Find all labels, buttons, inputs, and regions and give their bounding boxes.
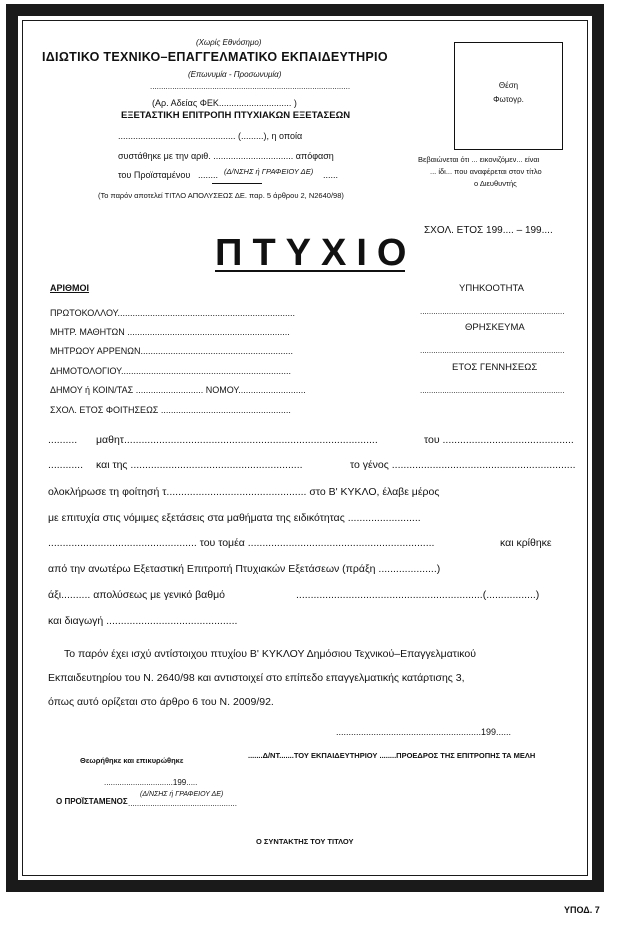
male-register-field: ΜΗΤΡΩΟΥ ΑΡΡΕΝΩΝ............................................................. <box>50 346 294 356</box>
line-1-prefix: .......... <box>48 434 78 446</box>
sector-line: ................................................... του τομέα ................................................................ <box>48 537 435 549</box>
conduct-field: και διαγωγή ............................................. <box>48 615 238 627</box>
validated-label: Θεωρήθηκε και επικυρώθηκε <box>80 756 184 765</box>
photo-placeholder <box>454 42 563 150</box>
mother-field: και της ........................................................... <box>96 459 303 471</box>
head-director-label: Ο ΠΡΟΪΣΤΑΜΕΝΟΣ <box>56 797 128 806</box>
document-title: ΠΤΥΧΙΟ <box>215 232 417 274</box>
protocol-field: ΠΡΩΤΟΚΟΛΛΟΥ....................................................................... <box>50 308 296 318</box>
birth-year-label: ΕΤΟΣ ΓΕΝΝΗΣΕΩΣ <box>452 362 538 373</box>
photo-caption-2: ... ίδι... που αναφέρεται στον τίτλο <box>430 167 542 176</box>
religion-dots: ................................................................. <box>420 346 565 355</box>
committee-act-line: από την ανωτέρω Εξεταστική Επιτροπή Πτυχιακών Εξετάσεων (πράξη ....................) <box>48 563 441 575</box>
validity-paragraph-2: Εκπαιδευτηρίου του Ν. 2640/98 και αντιστοιχεί στο επίπεδο επαγγελματικής κατάρτισης 3, <box>48 672 465 684</box>
name-line: .......................................................................................... <box>150 82 351 91</box>
date-line: ..........................................................199...... <box>336 727 512 737</box>
signatures-line: .......Δ/ΝΤ.......ΤΟΥ ΕΚΠΑΙΔΕΥΤΗΡΙΟΥ ........ΠΡΟΕΔΡΟΣ ΤΗΣ ΕΠΙΤΡΟΠΗΣ ΤΑ ΜΕΛΗ <box>248 751 536 760</box>
student-field: μαθητ....................................................................................... <box>96 434 378 446</box>
photo-label-2: Φωτογρ. <box>493 95 524 104</box>
municipality-field: ΔΗΜΟΥ ή ΚΟΙΝ/ΤΑΣ ........................... ΝΟΜΟΥ........................... <box>50 385 306 395</box>
school-type: ΙΔΙΩΤΙΚΟ ΤΕΧΝΙΚΟ–ΕΠΑΓΓΕΛΜΑΤΙΚΟ ΕΚΠΑΙΔΕΥΤΗΡΙΟ <box>42 50 388 64</box>
name-hint: (Επωνυμία - Προσωνυμία) <box>188 70 282 79</box>
study-year-field: ΣΧΟΛ. ΕΤΟΣ ΦΟΙΤΗΣΕΩΣ .................................................... <box>50 405 291 415</box>
constituted-line: συστάθηκε με την αριθ. ................................ απόφαση <box>118 151 334 161</box>
religion-label: ΘΡΗΣΚΕΥΜΑ <box>465 322 525 333</box>
completion-line: ολοκλήρωσε τη φοίτησή τ................................................ στο Β' ΚΥΚΛΟ, έλαβε μέρος <box>48 486 440 498</box>
birth-year-dots: ................................................................. <box>420 386 565 395</box>
judged-text: και κρίθηκε <box>500 537 552 549</box>
grade-label: άξι.......... απολύσεως με γενικό βαθμό <box>48 589 225 601</box>
head-director-hint: (Δ/ΝΣΗΣ ή ΓΡΑΦΕΙΟΥ ΔΕ) <box>140 791 224 798</box>
validity-paragraph-1: Το παρόν έχει ισχύ αντίστοιχου πτυχίου Β' ΚΥΚΛΟΥ Δημόσιου Τεχνικού–Επαγγελματικού <box>64 648 476 660</box>
title-underline <box>215 270 405 272</box>
validity-paragraph-3: όπως αυτό ορίζεται στο άρθρο 6 του Ν. 2009/92. <box>48 696 274 708</box>
father-field: του ............................................. <box>424 434 574 446</box>
line-2-prefix: ............ <box>48 459 84 471</box>
citizenship-label: ΥΠΗΚΟΟΤΗΤΑ <box>459 283 524 294</box>
photo-caption-1: Βεβαιώνεται ότι ... εικονιζόμεν... είναι <box>418 155 540 164</box>
specialty-line: με επιτυχία στις νόμιμες εξετάσεις στα μαθήματα της ειδικότητας ......................... <box>48 512 421 524</box>
fek-line: (Αρ. Αδείας ΦΕΚ............................. ) <box>152 98 297 108</box>
photo-label: Θέση <box>498 81 519 90</box>
photo-caption-3: ο Διευθυντής <box>474 179 517 188</box>
committee-title: ΕΞΕΤΑΣΤΙΚΗ ΕΠΙΤΡΟΠΗ ΠΤΥΧΙΑΚΩΝ ΕΞΕΤΑΣΕΩΝ <box>121 110 351 121</box>
municipal-register-field: ΔΗΜΟΤΟΛΟΓΙΟΥ.................................................................... <box>50 366 292 376</box>
citizenship-dots: ................................................................. <box>420 307 565 316</box>
legal-note: (Το παρόν αποτελεί ΤΙΤΛΟ ΑΠΟΛΥΣΕΩΣ ΔΕ. παρ. 5 άρθρου 2, Ν2640/98) <box>98 191 344 200</box>
director-label: του Προϊσταμένου <box>118 170 191 180</box>
page-reference: ΥΠΟΔ. 7 <box>564 905 600 915</box>
students-register-field: ΜΗΤΡ. ΜΑΘΗΤΩΝ ................................................................. <box>50 327 290 337</box>
committee-line: ............................................... (.........), η οποία <box>118 131 303 141</box>
numbers-heading: ΑΡΙΘΜΟΙ <box>50 283 90 293</box>
author-label: Ο ΣΥΝΤΑΚΤΗΣ ΤΟΥ ΤΙΤΛΟΥ <box>256 837 354 846</box>
school-year: ΣΧΟΛ. ΕΤΟΣ 199.... – 199.... <box>424 225 553 236</box>
maiden-name-field: το γένος ............................................................... <box>350 459 576 471</box>
grade-field: ................................................................(.................) <box>296 589 540 601</box>
head-director-dots: ................................................. <box>128 799 237 808</box>
state-note: (Χωρίς Εθνόσημο) <box>196 38 262 47</box>
director-hint: (Δ/ΝΣΗΣ ή ΓΡΑΦΕΙΟΥ ΔΕ) <box>224 167 314 176</box>
date-line-2: ...............................199..... <box>104 778 198 787</box>
